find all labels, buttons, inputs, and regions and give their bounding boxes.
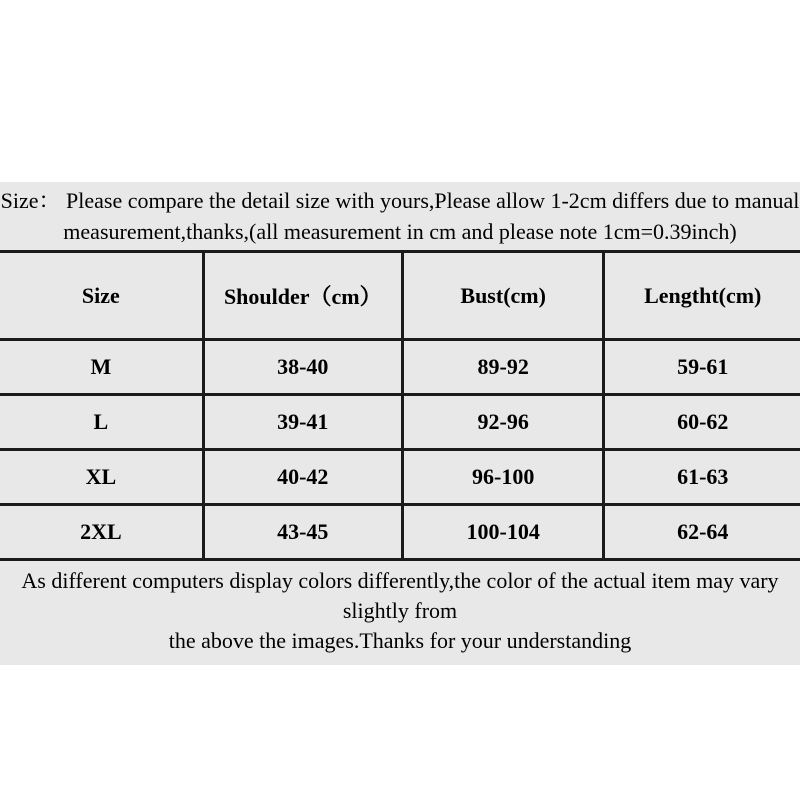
column-header-bust: Bust(cm) xyxy=(402,252,604,340)
table-row-m xyxy=(0,340,800,395)
color-disclaimer xyxy=(0,561,800,665)
measurement-note-line-1: Size： Please compare the detail size with yours,Please allow 1-2cm differs due to manual xyxy=(0,188,800,213)
column-header-length: Lengtht(cm) xyxy=(604,252,800,340)
bust-cell: 89-92 xyxy=(402,340,604,395)
color-disclaimer-line-2: the above the images.Thanks for your understanding xyxy=(168,628,632,653)
length-cell: 59-61 xyxy=(604,340,800,395)
length-cell: 62-64 xyxy=(604,505,800,560)
bust-cell: 96-100 xyxy=(402,450,604,505)
table-row-2xl xyxy=(0,505,800,560)
column-header-shoulder: Shoulder（cm） xyxy=(203,252,402,340)
size-label: 2XL xyxy=(0,505,203,560)
color-disclaimer-line-1: As different computers display colors differently,the color of the actual item may vary slightly from xyxy=(21,568,779,623)
size-chart-panel xyxy=(0,182,800,665)
size-table xyxy=(0,250,800,561)
size-label: XL xyxy=(0,450,203,505)
measurement-note-line-2: measurement,thanks,(all measurement in cm and please note 1cm=0.39inch) xyxy=(63,219,737,244)
shoulder-cell: 43-45 xyxy=(203,505,402,560)
table-row-l xyxy=(0,395,800,450)
bust-cell: 100-104 xyxy=(402,505,604,560)
shoulder-cell: 39-41 xyxy=(203,395,402,450)
measurement-note xyxy=(0,182,800,250)
table-row-xl xyxy=(0,450,800,505)
column-header-size: Size xyxy=(0,252,203,340)
bust-cell: 92-96 xyxy=(402,395,604,450)
size-label: M xyxy=(0,340,203,395)
size-label: L xyxy=(0,395,203,450)
length-cell: 60-62 xyxy=(604,395,800,450)
table-header-row xyxy=(0,252,800,340)
length-cell: 61-63 xyxy=(604,450,800,505)
shoulder-cell: 40-42 xyxy=(203,450,402,505)
shoulder-cell: 38-40 xyxy=(203,340,402,395)
